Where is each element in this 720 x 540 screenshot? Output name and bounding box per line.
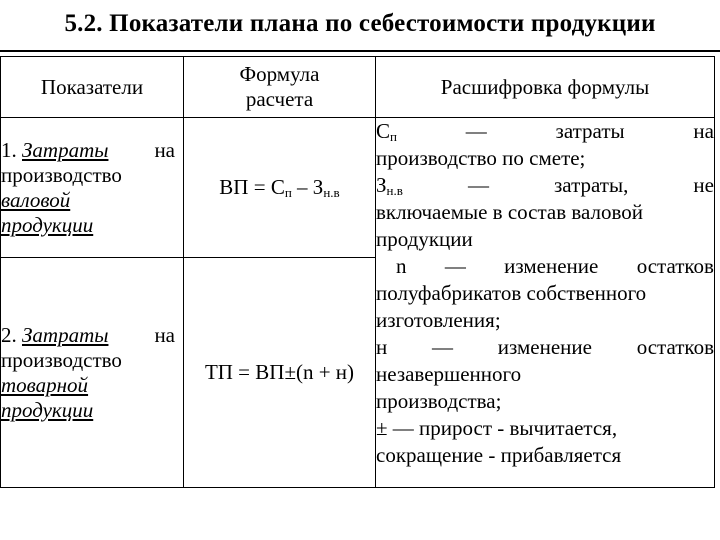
row1-word-output: продукции: [1, 212, 94, 237]
row2-word-output: продукции: [1, 397, 94, 422]
desc-line-12: ± — прирост - вычитается,: [376, 416, 618, 440]
header-indicators: Показатели: [1, 57, 184, 118]
desc-line-3: $З_{н.в}$ — затраты, не: [376, 173, 714, 198]
table-row: [1, 118, 715, 258]
header-formula: [184, 57, 376, 118]
row2-word-on: на: [154, 322, 175, 347]
header-formula-line1: Формула: [239, 62, 320, 86]
indicator-commodity-output: [1, 258, 184, 488]
desc-line-11: производства;: [376, 389, 502, 413]
header-formula-line2: расчета: [245, 87, 314, 111]
desc-line-8: изготовления;: [376, 308, 501, 332]
cost-indicators-table: [0, 56, 715, 488]
formula-gross-output: [184, 118, 376, 258]
row2-word-costs: Затраты: [22, 322, 109, 347]
title-divider: [0, 50, 720, 52]
desc-line-7: полуфабрикатов собственного: [376, 281, 647, 305]
desc-line-4: включаемые в состав валовой: [376, 200, 644, 224]
desc-line-1: $С_п$ — затраты на: [376, 119, 714, 144]
row2-word-commodity: товарной: [1, 372, 89, 397]
header-decoding: Расшифровка формулы: [376, 57, 715, 118]
formula1-part-a: ВП = С: [219, 174, 285, 199]
desc-line-6: n — изменение остатков: [396, 254, 714, 278]
desc-line-5: продукции: [376, 227, 473, 251]
formula1-sub1: п: [284, 184, 292, 200]
formula1-part-b: – З: [291, 174, 324, 199]
row1-word-gross: валовой: [1, 187, 71, 212]
indicator-gross-output: [1, 118, 184, 258]
formula1-sub2: н.в: [323, 184, 340, 200]
row2-num: 2.: [1, 322, 17, 347]
formula-commodity-output: ТП = ВП±(n + н): [184, 258, 376, 488]
desc-line-13: сокращение - прибавляется: [376, 443, 622, 467]
row1-word-on: на: [154, 137, 175, 162]
row1-num: 1.: [1, 137, 17, 162]
desc-line-2: производство по смете;: [376, 146, 586, 170]
desc-line-9: н — изменение остатков: [376, 335, 714, 359]
desc-line-10: незавершенного: [376, 362, 522, 386]
formula-decoding: [376, 118, 715, 488]
table-header-row: [1, 57, 715, 118]
row1-word-costs: Затраты: [22, 137, 109, 162]
row2-word-production: производство: [1, 347, 122, 372]
row1-word-production: производство: [1, 162, 122, 187]
page-title: 5.2. Показатели плана по себестоимости продукции: [64, 10, 656, 37]
